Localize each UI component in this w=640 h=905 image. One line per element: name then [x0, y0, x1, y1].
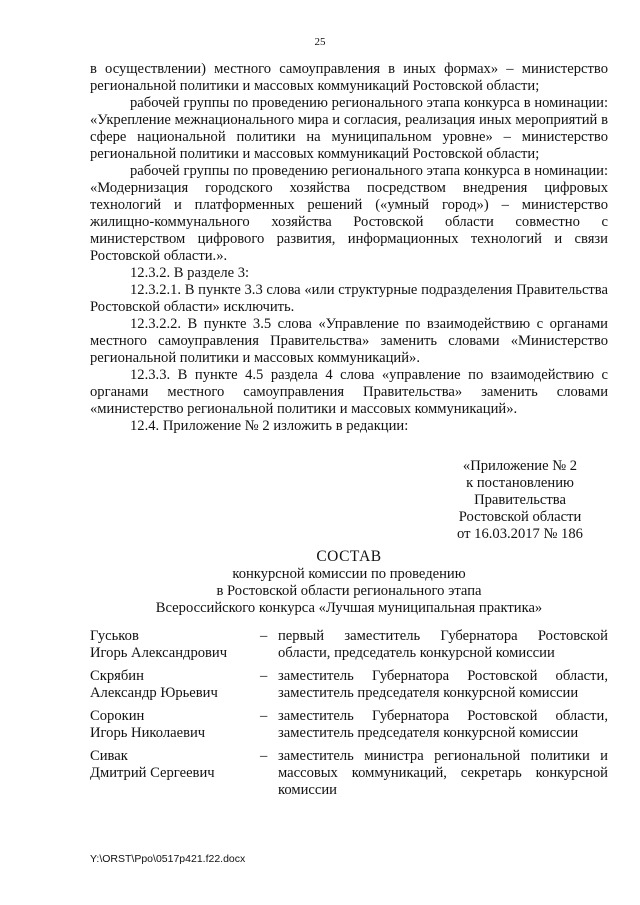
member-dash: – — [260, 668, 268, 684]
appendix-line: Правительства — [474, 492, 566, 508]
title-heading: СОСТАВ — [316, 548, 382, 565]
member-role: заместитель министра региональной политики и массовых коммуникаций, секретарь конкурсной комиссии — [278, 748, 608, 798]
member-name — [90, 708, 260, 742]
member-given-name: Игорь Александрович — [90, 645, 228, 661]
paragraph: рабочей группы по проведению регионального этапа конкурса в номинации: «Укрепление межнационального мира и согласия, реализация иных мероприятий в сфере национальной политики на муниципальном уровне» – министерство региональной политики и массовых коммуникаций Ростовской области; — [90, 95, 608, 162]
member-name — [90, 748, 260, 799]
member-given-name: Александр Юрьевич — [90, 685, 218, 701]
member-row — [90, 628, 608, 662]
paragraph: рабочей группы по проведению регионального этапа конкурса в номинации: «Модернизация городского хозяйства посредством внедрения цифровых технологий и платформенных решений («умный город») – министерство жилищно-коммунального хозяйства Ростовской области совместно с министерством цифрового развития, информационных технологий и связи Ростовской области.». — [90, 163, 608, 264]
appendix-line: Ростовской области — [458, 509, 582, 525]
paragraph: 12.3.2.2. В пункте 3.5 слова «Управление по взаимодействию с органами местного самоуправления Правительства» заменить словами «Министерство региональной политики и массовых коммуникаций». — [90, 316, 608, 366]
page-number: 25 — [314, 36, 326, 48]
member-dash: – — [260, 628, 268, 644]
member-row — [90, 748, 608, 799]
title-line: Всероссийского конкурса «Лучшая муниципальная практика» — [155, 600, 543, 616]
paragraph: 12.3.2. В разделе 3: — [130, 265, 250, 281]
member-surname: Гуськов — [90, 628, 139, 644]
member-dash: – — [260, 748, 268, 764]
body-text — [90, 61, 608, 435]
member-role: заместитель Губернатора Ростовской области, заместитель председателя конкурсной комиссии — [278, 668, 608, 701]
appendix-line: от 16.03.2017 № 186 — [457, 526, 583, 542]
title-line: конкурсной комиссии по проведению — [232, 566, 466, 582]
appendix-reference — [440, 458, 600, 543]
paragraph: в осуществлении) местного самоуправления в иных формах» – министерство региональной политики и массовых коммуникаций Ростовской области; — [90, 61, 608, 94]
member-name — [90, 628, 260, 662]
title-line: в Ростовской области регионального этапа — [216, 583, 482, 599]
file-path-footer: Y:\ORST\Ppo\0517p421.f22.docx — [90, 853, 246, 865]
members-list — [90, 628, 608, 805]
member-given-name: Игорь Николаевич — [90, 725, 206, 741]
member-dash: – — [260, 708, 268, 724]
member-role: первый заместитель Губернатора Ростовской области, председатель конкурсной комиссии — [278, 628, 608, 661]
member-surname: Сивак — [90, 748, 128, 764]
member-role: заместитель Губернатора Ростовской области, заместитель председателя конкурсной комиссии — [278, 708, 608, 741]
paragraph: 12.3.2.1. В пункте 3.3 слова «или структурные подразделения Правительства Ростовской области» исключить. — [90, 282, 608, 315]
member-given-name: Дмитрий Сергеевич — [90, 765, 215, 781]
member-surname: Сорокин — [90, 708, 145, 724]
member-name — [90, 668, 260, 702]
appendix-line: к постановлению — [466, 475, 574, 491]
appendix-line: «Приложение № 2 — [462, 458, 578, 474]
document-title — [90, 548, 608, 617]
member-surname: Скрябин — [90, 668, 144, 684]
member-row — [90, 668, 608, 702]
paragraph: 12.3.3. В пункте 4.5 раздела 4 слова «управление по взаимодействию с органами местного самоуправления Правительства» заменить словами «министерство региональной политики и массовых коммуникаций». — [90, 367, 608, 417]
member-row — [90, 708, 608, 742]
paragraph: 12.4. Приложение № 2 изложить в редакции: — [130, 418, 409, 434]
